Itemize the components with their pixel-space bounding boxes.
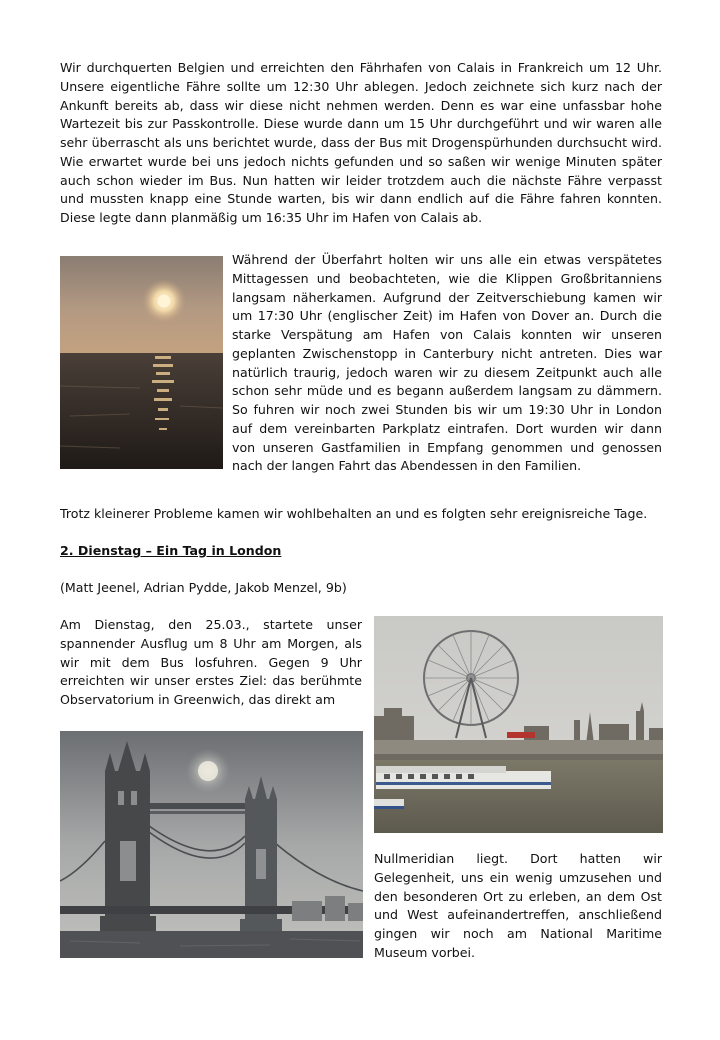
paragraph-summary: Trotz kleinerer Probleme kamen wir wohlbehalten an und es folgten sehr ereignisreiche Tage.	[60, 506, 648, 521]
paragraph-ferry-crossing: Während der Überfahrt holten wir uns alle ein etwas verspätetes Mittagessen und beobachteten, wie die Klippen Großbritanniens langsam näherkamen. Aufgrund der Zeitverschiebung kamen wir um 17:30 Uhr (englischer Zeit) im Hafen von Dover an. Durch die starke Verspätung am Hafen von Calais konnten wir unseren geplanten Zwischenstopp in Canterbury nicht antreten. Dies war natürlich traurig, jedoch waren wir zu diesem Zeitpunkt auch alle schon sehr müde und es begann außerdem langsam zu dämmern. So fuhren wir noch zwei Stunden bis wir um 19:30 Uhr in London auf dem vereinbarten Parkplatz eintrafen. Dort wurden wir dann von unseren Gastfamilien in Empfang genommen und genossen nach der langen Fahrt das Abendessen in den Familien.	[232, 252, 662, 474]
section-heading: 2. Dienstag – Ein Tag in London	[60, 543, 282, 558]
sunset-sea-photo	[60, 256, 223, 469]
paragraph-arrival-calais: Wir durchquerten Belgien und erreichten den Fährhafen von Calais in Frankreich um 12 Uhr. Unsere eigentliche Fähre sollte um 12:30 Uhr ablegen. Jedoch zeichnete sich kurz nach der Ankunft bereits ab, dass wir diese nicht nehmen werden. Denn es war eine unfassbar hohe Wartezeit bis zur Passkontrolle. Diese wurde dann um 15 Uhr durchgeführt und wir waren alle sehr überrascht als uns berichtet wurde, dass der Bus mit Drogenspürhunden durchsucht wird. Wie erwartet wurde bei uns jedoch nichts gefunden und so saßen wir wenige Minuten später auch schon wieder im Bus. Nun hatten wir leider trotzdem auch die nächste Fähre verpasst und mussten knapp eine Stunde warten, bis wir dann endlich auf die Fähre fahren konnten. Diese legte dann planmäßig um 16:35 Uhr im Hafen von Calais ab.	[60, 60, 662, 225]
paragraph-greenwich-meridian: Nullmeridian liegt. Dort hatten wir Gelegenheit, uns ein wenig umzusehen und den besonderen Ort zu erleben, an dem Ost und West aufeinandertreffen, anschließend gingen wir noch am National Maritime Museum vorbei.	[374, 851, 662, 960]
tower-bridge-photo	[60, 731, 363, 958]
london-eye-photo	[374, 616, 663, 833]
authors-line: (Matt Jeenel, Adrian Pydde, Jakob Menzel, 9b)	[60, 580, 347, 595]
paragraph-tuesday-greenwich: Am Dienstag, den 25.03., startete unser spannender Ausflug um 8 Uhr am Morgen, als wir mit dem Bus losfuhren. Gegen 9 Uhr erreichten wir unser erstes Ziel: das berühmte Observatorium in Greenwich, das direkt am	[60, 617, 362, 707]
